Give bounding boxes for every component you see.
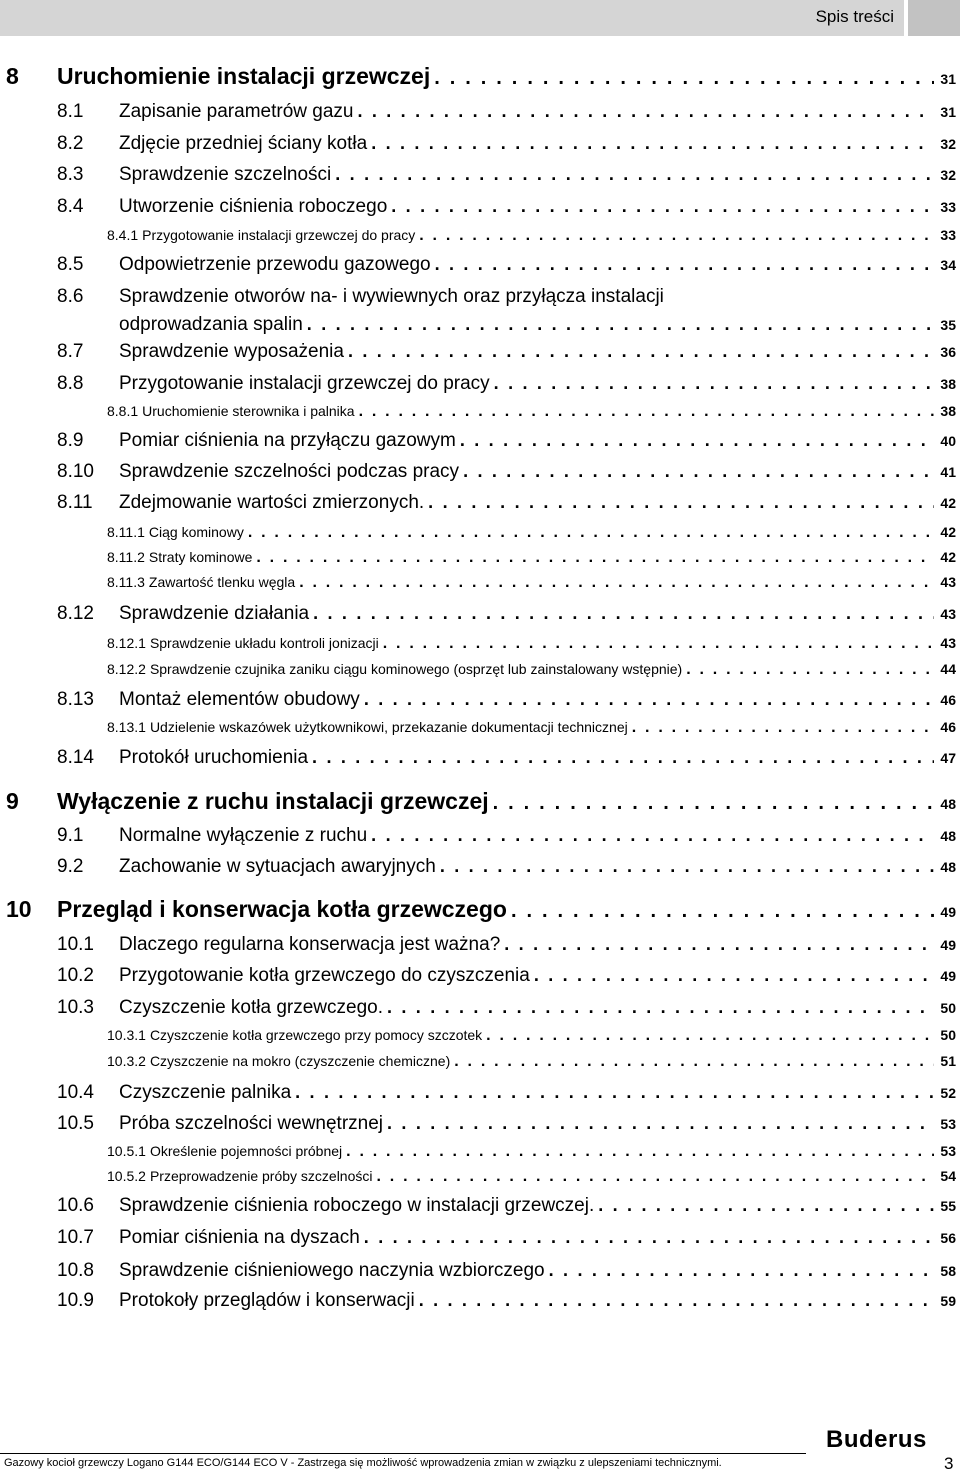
toc-section[interactable] [0,196,960,224]
toc-number: 8.8 [57,373,84,394]
toc-section[interactable] [0,341,960,369]
toc-number: 8.14 [57,747,94,768]
toc-title: Protokoły przeglądów i konserwacji [119,1290,415,1311]
toc-section[interactable] [0,825,960,853]
toc-page-number: 56 [940,1230,956,1246]
dot-leader [371,825,934,846]
dot-leader [486,1027,934,1045]
toc-number: 10.3.2 [107,1053,146,1069]
dot-leader [504,934,934,955]
toc-number: 8.11.3 [107,574,145,590]
dot-leader [463,461,934,482]
toc-page-number: 32 [940,167,956,183]
toc-section[interactable] [0,1113,960,1141]
toc-title-line [119,603,956,625]
dot-leader [371,133,934,154]
toc-title-line [107,574,956,592]
toc-number: 10.7 [57,1227,94,1248]
toc-number: 10.8 [57,1260,94,1281]
toc-title-line [119,461,956,483]
toc-title-line [119,373,956,395]
dot-leader [493,792,935,815]
toc-title [107,574,295,590]
toc-section[interactable] [0,603,960,631]
toc-title-line [107,1027,956,1045]
dot-leader [377,1168,935,1186]
toc-title: Sprawdzenie ciśnieniowego naczynia wzbiorczego [119,1260,545,1281]
toc-number: 9.2 [57,856,84,877]
toc-chapter[interactable] [0,896,960,928]
toc-title: Sprawdzenie działania [119,603,310,624]
toc-subsection[interactable] [0,524,960,546]
dot-leader [359,403,935,421]
toc-number: 8.3 [57,164,84,185]
toc-number: 10.5 [57,1113,94,1134]
toc-title: Przygotowanie instalacji grzewczej do pracy [119,373,490,394]
toc-number: 10.9 [57,1290,94,1311]
toc-number: 8.8.1 [107,403,139,419]
toc-title [107,403,355,419]
toc-title-line [107,549,956,567]
header-title: Spis treści [815,7,894,26]
toc-title-line [119,430,956,452]
toc-title-line [119,997,956,1019]
toc-title-line [107,1053,956,1071]
dot-leader [248,524,935,542]
toc-number: 8.5 [57,254,84,275]
toc-title-line [57,896,956,923]
toc-title-line [119,856,956,878]
toc-title-line [119,689,956,711]
toc-page-number: 38 [940,403,956,419]
toc-section[interactable] [0,430,960,458]
toc-subsection[interactable] [0,1053,960,1075]
toc-number: 10.3.1 [107,1027,146,1043]
toc-number: 8.12.1 [107,635,146,651]
toc-title: Zachowanie w sytuacjach awaryjnych [119,856,436,877]
toc-section[interactable] [0,689,960,717]
toc-number: 9 [6,788,19,814]
toc-section[interactable] [0,1260,960,1288]
toc-number: 8.11 [57,492,93,513]
toc-number: 8.11.1 [107,524,145,540]
dot-leader [335,164,934,185]
toc-title-text: Przygotowanie instalacji grzewczej do pracy [142,227,416,243]
dot-leader [387,1113,934,1134]
toc-title-line [107,1143,956,1161]
dot-leader [440,856,935,877]
toc-page-number: 42 [940,495,956,511]
toc-number: 8.11.2 [107,549,145,565]
toc-title-text: Uruchomienie sterownika i palnika [142,403,355,419]
toc-section[interactable] [0,934,960,962]
toc-section[interactable] [0,856,960,884]
toc-title: Zapisanie parametrów gazu [119,101,354,122]
toc-title [107,635,379,651]
toc-title-line [119,164,956,186]
toc-title: Sprawdzenie otworów na- i wywiewnych oraz przyłącza instalacji [119,286,664,307]
toc-title: Sprawdzenie szczelności podczas pracy [119,461,460,482]
dot-leader [549,1260,935,1281]
toc-title [107,227,415,243]
toc-page-number: 51 [940,1053,956,1069]
toc-title: Czyszczenie palnika [119,1082,292,1103]
dot-leader [598,1195,934,1216]
toc-page-number: 33 [940,227,956,243]
dot-leader [534,965,935,986]
toc-page-number: 44 [940,661,956,677]
toc-number: 8.9 [57,430,84,451]
toc-title [107,719,628,735]
dot-leader [346,1143,934,1161]
toc-title-line [119,254,956,276]
dot-leader [454,1053,934,1071]
dot-leader [299,574,934,592]
toc-number: 8.4 [57,196,84,217]
toc-number: 10.1 [57,934,94,955]
toc-title-line [119,1113,956,1135]
brand-logo: Buderus [826,1426,927,1453]
dot-leader [307,314,935,335]
dot-leader [348,341,934,362]
toc-title: Czyszczenie kotła grzewczego. [119,997,383,1018]
toc-number: 8.6 [57,286,84,307]
toc-section[interactable] [0,1227,960,1255]
toc-section[interactable] [0,1290,960,1318]
toc-number: 8 [6,63,19,89]
toc-page-number: 33 [940,199,956,215]
toc-title-line [119,1290,956,1312]
toc-title-cont: odprowadzania spalin [119,314,303,335]
toc-title: Sprawdzenie szczelności [119,164,332,185]
toc-title: Sprawdzenie ciśnienia roboczego w instalacji grzewczej. [119,1195,595,1216]
toc-title-line [119,341,956,363]
toc-title-line [119,286,956,308]
toc-title-line [119,1082,956,1104]
toc-title: Uruchomienie instalacji grzewczej [57,63,431,89]
dot-leader [428,492,934,513]
toc-title-text: Określenie pojemności próbnej [149,1143,343,1159]
toc-title-text: Czyszczenie na mokro (czyszczenie chemiczne) [149,1053,451,1069]
toc-page-number: 35 [940,317,956,333]
toc-title: Pomiar ciśnienia na dyszach [119,1227,360,1248]
toc-number: 10.3 [57,997,94,1018]
toc-title: Przygotowanie kotła grzewczego do czyszczenia [119,965,530,986]
toc-page-number: 34 [940,257,956,273]
dot-leader [434,67,934,90]
toc-page-number: 36 [940,344,956,360]
toc-number: 10.4 [57,1082,94,1103]
toc-page-number: 47 [940,750,956,766]
toc-section[interactable] [0,133,960,161]
toc-title-line [119,1227,956,1249]
toc-number: 10.2 [57,965,94,986]
toc-page-number: 31 [940,71,956,87]
toc-title-text: Sprawdzenie czujnika zaniku ciągu kominowego (osprzęt lub zainstalowany wstępnie) [149,661,683,677]
dot-leader [460,430,935,451]
toc-page-number: 38 [940,376,956,392]
toc-title-text: Przeprowadzenie próby szczelności [149,1168,373,1184]
toc-subsection[interactable] [0,1143,960,1165]
dot-leader [387,997,934,1018]
toc-page-number: 54 [940,1168,956,1184]
toc-title [107,524,244,540]
toc-title-line [107,1168,956,1186]
toc-title-line [119,1260,956,1282]
toc-number: 10 [6,896,32,922]
toc-title-line [119,965,956,987]
toc-title-text: Czyszczenie kotła grzewczego przy pomocy szczotek [149,1027,483,1043]
toc-page-number: 55 [940,1198,956,1214]
toc-number: 8.12 [57,603,94,624]
toc-title-line [119,934,956,956]
toc-title: Zdejmowanie wartości zmierzonych. [119,492,425,513]
toc-page-number: 42 [940,524,956,540]
toc-subsection[interactable] [0,1168,960,1190]
toc-title-line [119,1195,956,1217]
toc-page-number: 48 [940,859,956,875]
toc-page-number: 32 [940,136,956,152]
toc-title-line [119,492,956,514]
toc-title: Montaż elementów obudowy [119,689,360,710]
dot-leader [383,635,935,653]
toc-title-line [107,719,956,737]
dot-leader [357,101,934,122]
toc-page-number: 46 [940,692,956,708]
toc-title [107,1143,342,1159]
toc-section[interactable] [0,965,960,993]
toc-title-text: Straty kominowe [148,549,253,565]
toc-title-line [107,524,956,542]
toc-number: 8.13.1 [107,719,146,735]
toc-title-text: Ciąg kominowy [148,524,244,540]
toc-number: 8.12.2 [107,661,146,677]
toc-title: Zdjęcie przedniej ściany kotła [119,133,368,154]
toc-title-continuation [119,314,956,336]
toc-page-number: 53 [940,1116,956,1132]
toc-section[interactable] [0,461,960,489]
toc-section[interactable] [0,997,960,1025]
toc-title-text: Udzielenie wskazówek użytkownikowi, przekazanie dokumentacji technicznej [149,719,628,735]
toc-subsection[interactable] [0,549,960,571]
toc-title-line [107,403,956,421]
toc-page-number: 52 [940,1085,956,1101]
toc-title [107,661,682,677]
dot-leader [391,196,934,217]
footer-divider [0,1453,806,1454]
dot-leader [312,747,934,768]
dot-leader [632,719,935,737]
header-bar [0,0,960,36]
dot-leader [295,1082,934,1103]
toc-number: 10.6 [57,1195,94,1216]
dot-leader [494,373,935,394]
dot-leader [364,689,935,710]
toc-number: 8.10 [57,461,94,482]
header-band [0,0,904,36]
toc-number: 9.1 [57,825,84,846]
toc-section[interactable] [0,101,960,129]
toc-title-line [107,227,956,245]
header-tab-marker [908,0,960,36]
toc-title: Odpowietrzenie przewodu gazowego [119,254,431,275]
toc-section[interactable] [0,1082,960,1110]
toc-page-number: 43 [940,606,956,622]
toc-section[interactable] [0,164,960,192]
toc-title [107,1168,373,1184]
toc-page-number: 50 [940,1027,956,1043]
toc-section[interactable] [0,254,960,282]
dot-leader [686,661,934,679]
toc-chapter[interactable] [0,63,960,95]
toc-title-line [119,747,956,769]
toc-title: Pomiar ciśnienia na przyłączu gazowym [119,430,456,451]
toc-title-line [107,661,956,679]
toc-title-text: Sprawdzenie układu kontroli jonizacji [149,635,379,651]
toc-title: Normalne wyłączenie z ruchu [119,825,368,846]
toc-page-number: 50 [940,1000,956,1016]
toc-subsection[interactable] [0,1027,960,1049]
toc-title-line [119,196,956,218]
toc-number: 8.4.1 [107,227,139,243]
toc-page-number: 31 [940,104,956,120]
dot-leader [364,1227,935,1248]
toc-number: 8.13 [57,689,94,710]
toc-page-number: 40 [940,433,956,449]
toc-page-number: 49 [940,937,956,953]
toc-page-number: 46 [940,719,956,735]
toc-subsection[interactable] [0,403,960,425]
toc-subsection[interactable] [0,227,960,249]
toc-number: 10.5.2 [107,1168,146,1184]
toc-page-number: 41 [940,464,956,480]
toc-title: Dlaczego regularna konserwacja jest ważna? [119,934,501,955]
toc-title: Przegląd i konserwacja kotła grzewczego [57,896,507,922]
footer-text: Gazowy kocioł grzewczy Logano G144 ECO/G144 ECO V - Zastrzega się możliwość wprowadzenia zmian w związku z ulepszeniami technicznymi. [4,1457,722,1469]
toc-number: 8.2 [57,133,84,154]
toc-title-line [57,788,956,815]
toc-title-line [119,101,956,123]
toc-page-number: 59 [940,1293,956,1309]
toc-page-number: 49 [940,968,956,984]
toc-section[interactable] [0,492,960,520]
toc-title: Wyłączenie z ruchu instalacji grzewczej [57,788,489,814]
dot-leader [313,603,934,624]
toc-section[interactable] [0,747,960,775]
toc-subsection[interactable] [0,661,960,683]
dot-leader [419,227,934,245]
toc-chapter[interactable] [0,788,960,820]
toc-number: 8.7 [57,341,84,362]
toc-title [107,1053,450,1069]
toc-title: Próba szczelności wewnętrznej [119,1113,384,1134]
dot-leader [435,254,935,275]
toc-page-number: 43 [940,635,956,651]
toc-title [107,1027,482,1043]
dot-leader [511,900,934,923]
toc-page-number: 43 [940,574,956,590]
toc-page-number: 53 [940,1143,956,1159]
dot-leader [419,1290,935,1311]
toc-page-number: 58 [940,1263,956,1279]
toc-title-line [57,63,956,90]
toc-section[interactable] [0,373,960,401]
toc-page-number: 48 [940,796,956,812]
toc-title-line [119,825,956,847]
toc-section[interactable] [0,286,960,335]
toc-subsection[interactable] [0,574,960,596]
toc-title-text: Zawartość tlenku węgla [148,574,296,590]
toc-title-line [107,635,956,653]
toc-title: Sprawdzenie wyposażenia [119,341,344,362]
toc-title [107,549,252,565]
toc-section[interactable] [0,1195,960,1223]
dot-leader [256,549,934,567]
toc-title: Protokół uruchomienia [119,747,309,768]
toc-page-number: 42 [940,549,956,565]
page-number: 3 [944,1454,954,1473]
toc-page-number: 49 [940,904,956,920]
toc-subsection[interactable] [0,719,960,741]
toc-page-number: 48 [940,828,956,844]
toc-number: 10.5.1 [107,1143,146,1159]
toc-number: 8.1 [57,101,84,122]
toc-title: Utworzenie ciśnienia roboczego [119,196,388,217]
toc-title-line [119,133,956,155]
toc-subsection[interactable] [0,635,960,657]
